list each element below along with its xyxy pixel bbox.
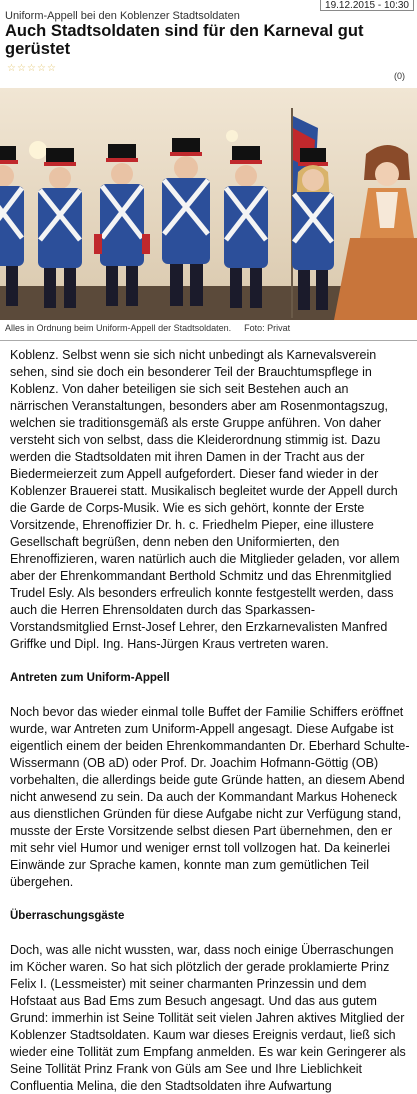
- photo-credit: Foto: Privat: [244, 323, 291, 333]
- article-paragraph: Doch, was alle nicht wussten, war, dass noch einige Überraschungen im Köcher waren. So hat sich plötzlich der gerade proklamierte Prinz Felix I. (Lessmeister) mit seiner charmanten Prinzessin und dem Hofstaat aus Bad Ems zum Besuch angesagt. Und das aus gutem Grund: immerhin ist Seine Tollität seit vielen Jahren aktives Mitglied der Koblenzer Stadtsoldaten. Kaum war dieses Ereignis verdaut, ließ sich wieder eine Tollität zum Empfang anmelden. Es war kein Geringerer als Seine Tollität Prinz Frank von Güls am See und Ihre Lieblichkeit Confluentia Melina, die den Stadtsoldaten ihre Aufwartung: [10, 943, 406, 1093]
- article-intro: Koblenz. Selbst wenn sie sich nicht unbedingt als Karnevalsverein sehen, sind sie doch ein besonderer Teil der Brauchtumspflege in Koblenz. Von daher beteiligen sie sich seit Bestehen auch an närrischen Veranstaltungen, besonders aber am Rosenmontagszug, welchen sie traditionsgemäß als erste Gruppe anführen. Von daher versteht sich von selbst, dass die Kleiderordnung stimmig ist. Dazu werden die Stadtsoldaten mit ihren Damen in der Tracht aus der Biedermeierzeit zum Appell aufgefordert. Dieser fand wieder in der Koblenzer Brauerei statt. Musikalisch begleitet wurde der Appell durch die Garde de Corps-Musik. Wie es sich gehört, konnte der Erste Vorsitzende, Ehrenoffizier Dr. h. c. Friedhelm Pieper, eine illustere Gesellschaft begrüßen, denn neben den Uniformierten, den Ehrenoffizieren, waren natürlich auch die Mitglieder geladen, vor allem aber der Ehrenkommandant Berthold Schmitz und das Ehrenmitglied Trudel Esly. Als besonders erfreulich konnte festgestellt werden, dass auch die Herren Ehrensoldaten durch das Sparkassen-Vorstandsmitglied Ernst-Josef Lehrer, den Erzkarnevalisten Manfred Griffke und Dipl. Ing. Hans-Jürgen Kraus vertreten waren.: [10, 348, 400, 651]
- star-icon[interactable]: ☆: [17, 63, 26, 74]
- comment-count[interactable]: (0): [394, 71, 405, 81]
- article-photo: [0, 88, 417, 320]
- star-icon[interactable]: ☆: [27, 63, 36, 74]
- star-icon[interactable]: ☆: [47, 63, 56, 74]
- section-heading: Antreten zum Uniform-Appell: [10, 672, 170, 684]
- article-paragraph: Noch bevor das wieder einmal tolle Buffet der Familie Schiffers eröffnet wurde, war Antreten zum Uniform-Appell angesagt. Diese Aufgabe ist eigentlich einem der beiden Ehrenkommandanten Dr. Eberhard Schulte-Wissermann (OB aD) oder Prof. Dr. Joachim Hofmann-Göttig (OB) vorbehalten, die allerdings beide gute Gründe hatten, an diesem Abend nicht anwesend zu sein. Da auch der Kommandant Markus Hoheneck aus dienstlichen Gründen für diese Aufgabe nicht zur Verfügung stand, musste der Erste Vorsitzende selbst diesen Part übernehmen, den er mit sehr viel Humor und weniger ernst toll vollzogen hat. Da keinerlei Einwände zur Sprache kamen, konnte man zum gemütlichen Teil übergehen.: [10, 705, 410, 889]
- rating-stars[interactable]: [7, 64, 57, 74]
- caption-text: Alles in Ordnung beim Uniform-Appell der Stadtsoldaten.: [5, 323, 232, 333]
- star-icon[interactable]: ☆: [7, 63, 16, 74]
- section-heading: Überraschungsgäste: [10, 910, 125, 922]
- article-body: [10, 347, 410, 1094]
- divider: [0, 340, 417, 341]
- star-icon[interactable]: ☆: [37, 63, 46, 74]
- photo-illustration: [0, 88, 417, 320]
- photo-caption: [5, 323, 290, 333]
- publish-date: 19.12.2015 - 10:30: [320, 0, 414, 11]
- article-kicker: Uniform-Appell bei den Koblenzer Stadtsoldaten: [5, 10, 240, 22]
- article-headline: Auch Stadtsoldaten sind für den Karneval gut gerüstet: [5, 22, 364, 58]
